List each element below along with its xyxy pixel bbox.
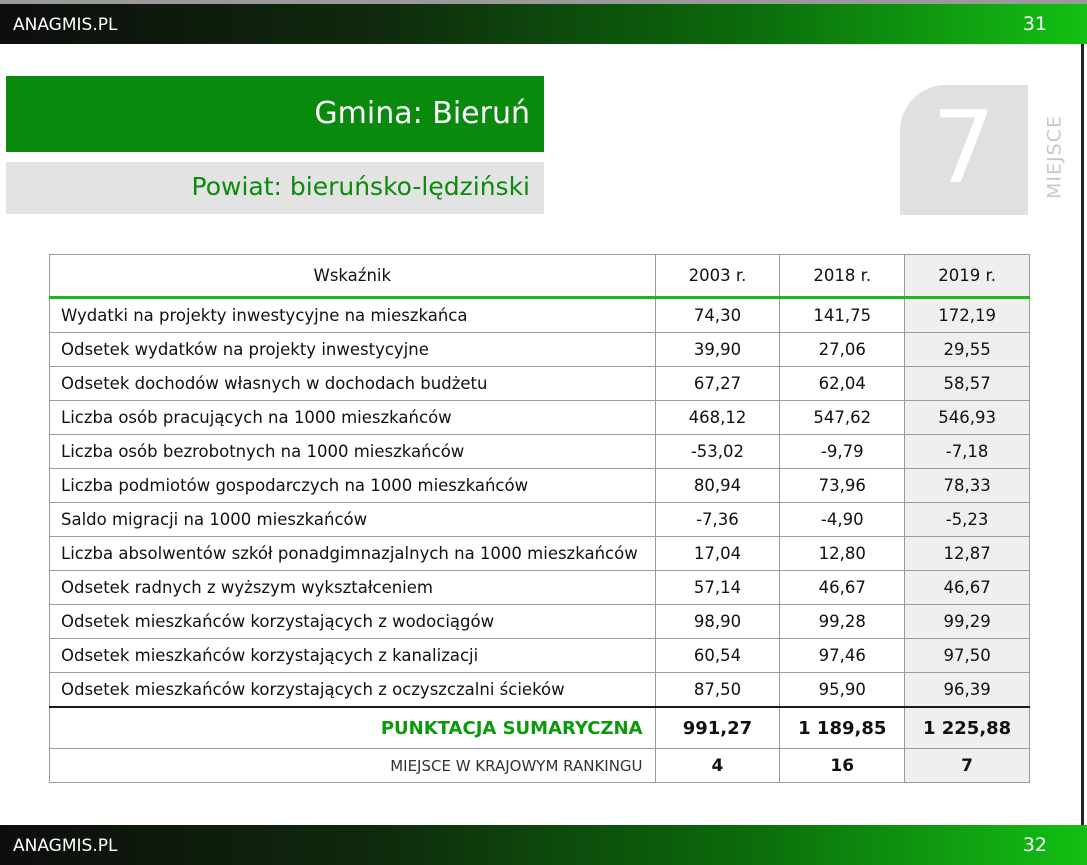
header-cell: 2018 r. [780, 255, 905, 298]
indicator-value-cell: 62,04 [780, 367, 905, 401]
indicator-value-cell: 74,30 [655, 298, 780, 333]
indicator-value-cell: 73,96 [780, 469, 905, 503]
page-title: Gmina: Bieruń [314, 96, 530, 131]
rank-badge-label-wrap [1037, 100, 1066, 215]
footer-page-number: 32 [1022, 834, 1047, 856]
table-row [50, 435, 1030, 469]
summary-row [50, 707, 1030, 749]
table-row [50, 333, 1030, 367]
indicator-name-cell: Odsetek mieszkańców korzystających z wodociągów [50, 605, 656, 639]
header-cell: Wskaźnik [50, 255, 656, 298]
footer-bar [0, 825, 1087, 865]
indicator-value-cell: 29,55 [905, 333, 1030, 367]
indicator-value-cell: 97,50 [905, 639, 1030, 673]
indicator-name-cell: Liczba osób pracujących na 1000 mieszkańców [50, 401, 656, 435]
table-row [50, 298, 1030, 333]
indicator-value-cell: 87,50 [655, 673, 780, 708]
page-subtitle: Powiat: bieruńsko-lędziński [191, 172, 530, 201]
indicator-value-cell: 12,87 [905, 537, 1030, 571]
indicator-name-cell: Odsetek mieszkańców korzystających z kanalizacji [50, 639, 656, 673]
indicator-value-cell: 80,94 [655, 469, 780, 503]
indicator-value-cell: 141,75 [780, 298, 905, 333]
header-cell: 2019 r. [905, 255, 1030, 298]
header-brand: ANAGMIS.PL [13, 15, 118, 35]
header-bar [0, 4, 1087, 44]
header-page-number: 31 [1022, 13, 1047, 35]
indicator-value-cell: 96,39 [905, 673, 1030, 708]
indicator-value-cell: 546,93 [905, 401, 1030, 435]
ranking-label: MIEJSCE W KRAJOWYM RANKINGU [50, 749, 656, 783]
table-body [50, 298, 1030, 708]
indicator-value-cell: 17,04 [655, 537, 780, 571]
ranking-value: 4 [655, 749, 780, 783]
ranking-value: 16 [780, 749, 905, 783]
indicator-value-cell: 58,57 [905, 367, 1030, 401]
subtitle-box [6, 162, 544, 214]
header-cell: 2003 r. [655, 255, 780, 298]
indicator-value-cell: -9,79 [780, 435, 905, 469]
indicator-value-cell: 97,46 [780, 639, 905, 673]
table-row [50, 673, 1030, 708]
indicator-name-cell: Liczba podmiotów gospodarczych na 1000 mieszkańców [50, 469, 656, 503]
indicator-name-cell: Odsetek dochodów własnych w dochodach budżetu [50, 367, 656, 401]
indicators-table [49, 254, 1030, 783]
indicator-name-cell: Wydatki na projekty inwestycyjne na mieszkańca [50, 298, 656, 333]
indicator-name-cell: Saldo migracji na 1000 mieszkańców [50, 503, 656, 537]
summary-value: 1 189,85 [780, 707, 905, 749]
indicator-value-cell: 60,54 [655, 639, 780, 673]
summary-value: 1 225,88 [905, 707, 1030, 749]
indicator-value-cell: 46,67 [905, 571, 1030, 605]
table-row [50, 367, 1030, 401]
summary-label: PUNKTACJA SUMARYCZNA [50, 707, 656, 749]
footer-brand: ANAGMIS.PL [13, 836, 118, 856]
indicator-value-cell: 12,80 [780, 537, 905, 571]
rank-badge-label: MIEJSCE [1043, 115, 1066, 199]
table-row [50, 537, 1030, 571]
table-row [50, 401, 1030, 435]
rank-badge [900, 85, 1028, 215]
table-row [50, 469, 1030, 503]
indicator-value-cell: 547,62 [780, 401, 905, 435]
indicator-value-cell: 78,33 [905, 469, 1030, 503]
indicator-value-cell: -5,23 [905, 503, 1030, 537]
indicator-value-cell: 27,06 [780, 333, 905, 367]
indicator-name-cell: Liczba absolwentów szkół ponadgimnazjalnych na 1000 mieszkańców [50, 537, 656, 571]
indicator-value-cell: 39,90 [655, 333, 780, 367]
indicator-name-cell: Liczba osób bezrobotnych na 1000 mieszkańców [50, 435, 656, 469]
indicator-value-cell: -53,02 [655, 435, 780, 469]
indicator-value-cell: 57,14 [655, 571, 780, 605]
indicator-value-cell: 99,28 [780, 605, 905, 639]
indicator-name-cell: Odsetek radnych z wyższym wykształceniem [50, 571, 656, 605]
table-row [50, 639, 1030, 673]
indicator-value-cell: 98,90 [655, 605, 780, 639]
indicator-name-cell: Odsetek mieszkańców korzystających z oczyszczalni ścieków [50, 673, 656, 708]
indicator-value-cell: 468,12 [655, 401, 780, 435]
ranking-value: 7 [905, 749, 1030, 783]
indicator-value-cell: 67,27 [655, 367, 780, 401]
indicator-value-cell: 172,19 [905, 298, 1030, 333]
ranking-row [50, 749, 1030, 783]
indicator-value-cell: -7,36 [655, 503, 780, 537]
table-row [50, 571, 1030, 605]
table-row [50, 503, 1030, 537]
indicator-value-cell: 95,90 [780, 673, 905, 708]
title-box [6, 76, 544, 152]
indicator-value-cell: -4,90 [780, 503, 905, 537]
rank-badge-number: 7 [932, 89, 996, 206]
table-row [50, 605, 1030, 639]
indicator-value-cell: 46,67 [780, 571, 905, 605]
indicator-value-cell: 99,29 [905, 605, 1030, 639]
indicator-name-cell: Odsetek wydatków na projekty inwestycyjne [50, 333, 656, 367]
table-header-row [50, 255, 1030, 298]
indicator-value-cell: -7,18 [905, 435, 1030, 469]
summary-value: 991,27 [655, 707, 780, 749]
